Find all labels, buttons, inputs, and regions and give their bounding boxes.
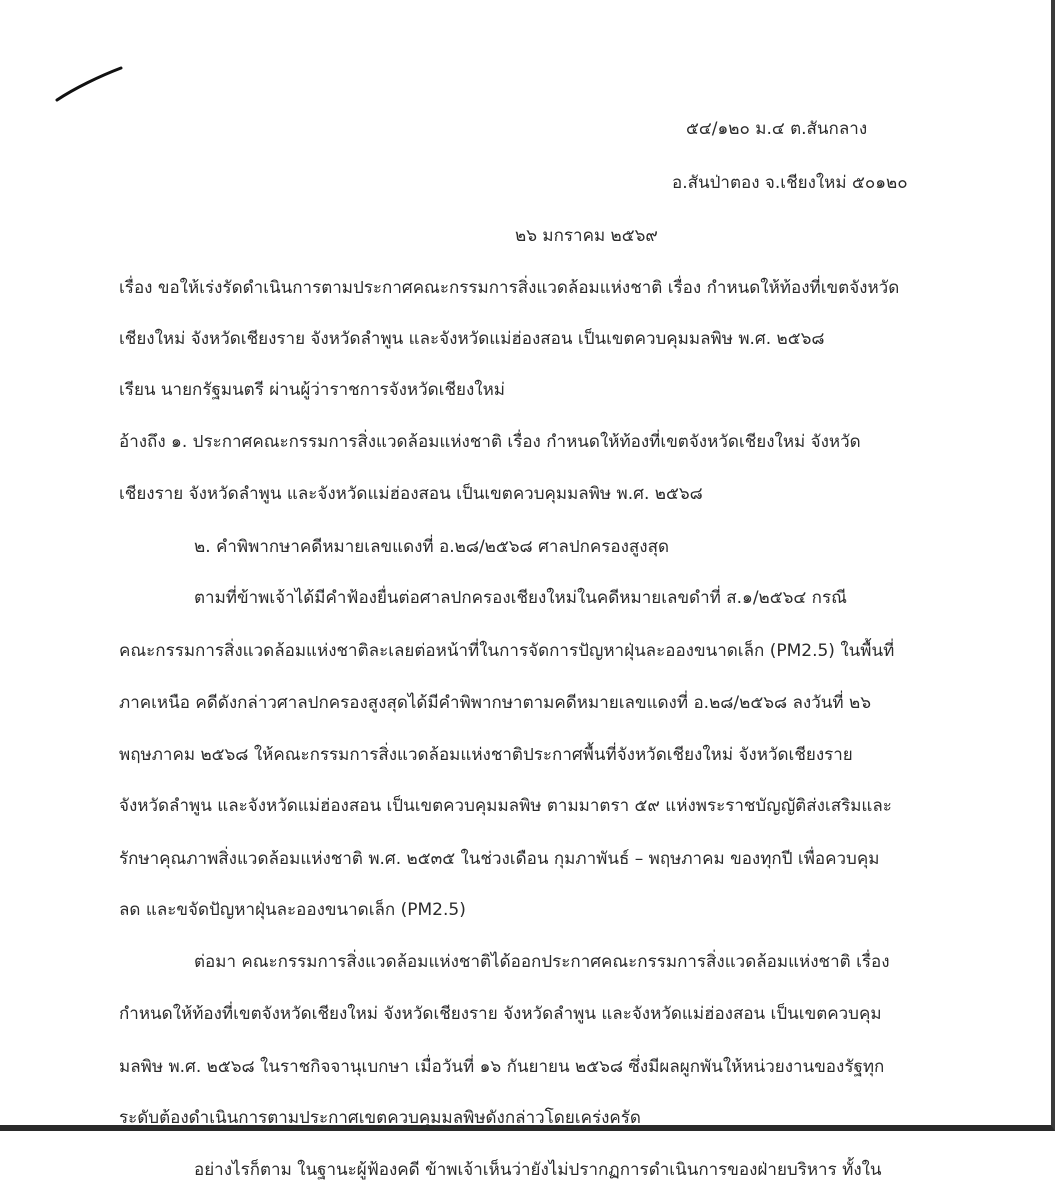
paragraph-3-line: อย่างไรก็ตาม ในฐานะผู้ฟ้องคดี ข้าพเจ้าเห็นว่ายังไม่ปรากฏการดำเนินการของฝ่ายบริหาร ทั้งใน [194,1160,882,1180]
sender-address-line-2: อ.สันป่าตอง จ.เชียงใหม่ ๕๐๑๒๐ [672,173,908,193]
reference-line-1: อ้างถึง ๑. ประกาศคณะกรรมการสิ่งแวดล้อมแห่งชาติ เรื่อง กำหนดให้ท้องที่เขตจังหวัดเชียงใหม่ จังหวัด [119,432,861,452]
subject-line-2: เชียงใหม่ จังหวัดเชียงราย จังหวัดลำพูน และจังหวัดแม่ฮ่องสอน เป็นเขตควบคุมมลพิษ พ.ศ. ๒๕๖๘ [119,329,825,349]
letter-date: ๒๖ มกราคม ๒๕๖๙ [515,226,658,246]
reference-line-3: ๒. คำพิพากษาคดีหมายเลขแดงที่ อ.๒๘/๒๕๖๘ ศาลปกครองสูงสุด [194,537,670,557]
paragraph-1-line: คณะกรรมการสิ่งแวดล้อมแห่งชาติละเลยต่อหน้าที่ในการจัดการปัญหาฝุ่นละอองขนาดเล็ก (PM2.5) ในพื้นที่ [119,641,895,661]
paragraph-1-line: ภาคเหนือ คดีดังกล่าวศาลปกครองสูงสุดได้มีคำพิพากษาตามคดีหมายเลขแดงที่ อ.๒๘/๒๕๖๘ ลงวันที่ ๒๖ [119,693,872,713]
paragraph-2-line: มลพิษ พ.ศ. ๒๕๖๘ ในราชกิจจานุเบกษา เมื่อวันที่ ๑๖ กันยายน ๒๕๖๘ ซึ่งมีผลผูกพันให้หน่วยงานของรัฐทุก [119,1057,885,1077]
paragraph-1-line: จังหวัดลำพูน และจังหวัดแม่ฮ่องสอน เป็นเขตควบคุมมลพิษ ตามมาตรา ๕๙ แห่งพระราชบัญญัติส่งเสริมและ [119,796,892,816]
sender-address-line-1: ๕๔/๑๒๐ ม.๔ ต.สันกลาง [686,119,868,139]
paragraph-1-line: ตามที่ข้าพเจ้าได้มีคำฟ้องยื่นต่อศาลปกครองเชียงใหม่ในคดีหมายเลขดำที่ ส.๑/๒๕๖๔ กรณี [194,588,847,608]
recipient-line: เรียน นายกรัฐมนตรี ผ่านผู้ว่าราชการจังหวัดเชียงใหม่ [119,380,506,400]
subject-line-1: เรื่อง ขอให้เร่งรัดดำเนินการตามประกาศคณะกรรมการสิ่งแวดล้อมแห่งชาติ เรื่อง กำหนดให้ท้องที่เขตจังหวัด [119,278,900,298]
paragraph-2-line: กำหนดให้ท้องที่เขตจังหวัดเชียงใหม่ จังหวัดเชียงราย จังหวัดลำพูน และจังหวัดแม่ฮ่องสอน เป็นเขตควบคุม [119,1004,882,1024]
paragraph-2-line: ระดับต้องดำเนินการตามประกาศเขตควบคุมมลพิษดังกล่าวโดยเคร่งครัด [119,1108,641,1128]
paragraph-1-line: ลด และขจัดปัญหาฝุ่นละอองขนาดเล็ก (PM2.5) [119,900,466,920]
paragraph-1-line: รักษาคุณภาพสิ่งแวดล้อมแห่งชาติ พ.ศ. ๒๕๓๕ ในช่วงเดือน กุมภาพันธ์ – พฤษภาคม ของทุกปี เพื่อควบคุม [119,849,880,869]
paragraph-1-line: พฤษภาคม ๒๕๖๘ ให้คณะกรรมการสิ่งแวดล้อมแห่งชาติประกาศพื้นที่จังหวัดเชียงใหม่ จังหวัดเชียงราย [119,745,853,765]
reference-line-2: เชียงราย จังหวัดลำพูน และจังหวัดแม่ฮ่องสอน เป็นเขตควบคุมมลพิษ พ.ศ. ๒๕๖๘ [119,484,703,504]
pen-mark-icon [55,60,135,105]
paragraph-2-line: ต่อมา คณะกรรมการสิ่งแวดล้อมแห่งชาติได้ออกประกาศคณะกรรมการสิ่งแวดล้อมแห่งชาติ เรื่อง [194,952,890,972]
